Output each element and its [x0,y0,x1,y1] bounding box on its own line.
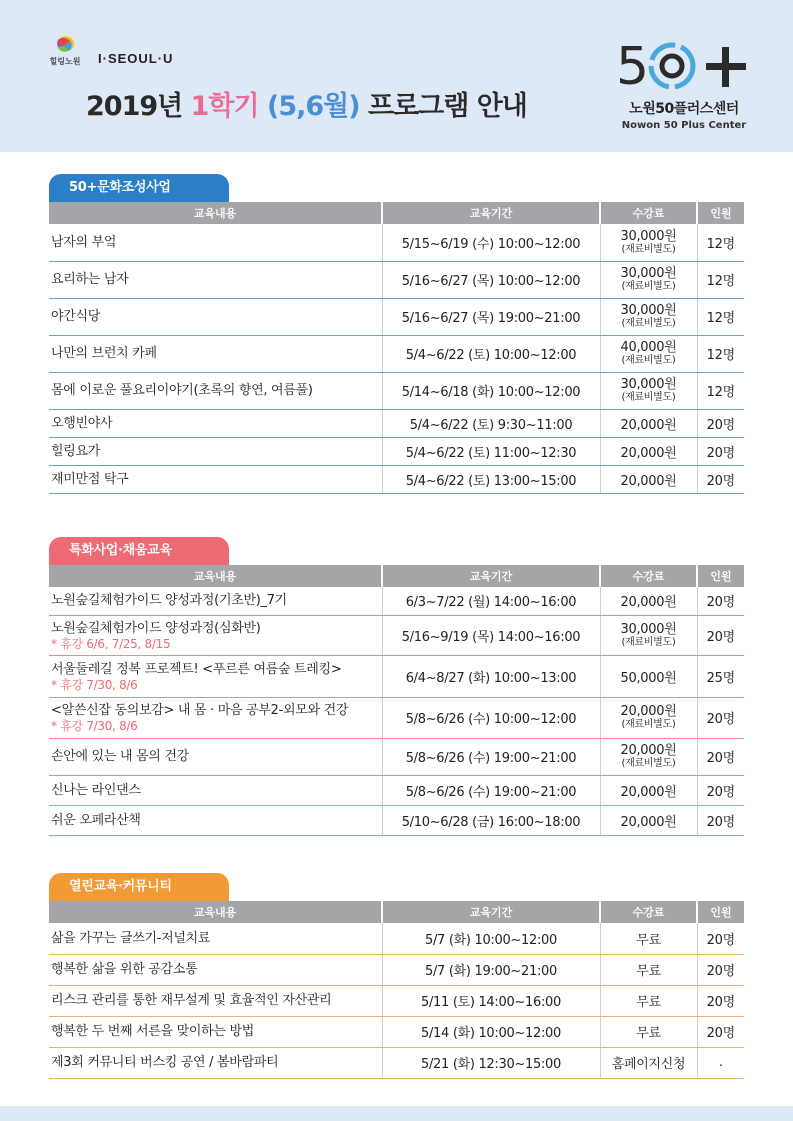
column-header: 교육기간 [382,565,600,587]
program-capacity: 25명 [697,655,744,697]
program-period: 5/4~6/22 (토) 9:30~11:00 [382,409,600,437]
program-capacity: 20명 [697,738,744,775]
program-fee: 무료 [636,964,661,979]
program-fee-cell [600,697,697,738]
program-period: 5/7 (화) 10:00~12:00 [382,923,600,954]
program-capacity: 20명 [697,985,744,1016]
program-capacity: 20명 [697,954,744,985]
program-name-cell [49,615,382,655]
column-header: 교육내용 [49,565,382,587]
program-capacity: 20명 [697,437,744,465]
program-name-cell [49,923,382,954]
program-capacity: 20명 [697,587,744,615]
program-name-cell [49,409,382,437]
program-fee: 무료 [636,932,661,948]
program-fee-cell [600,954,697,985]
program-fee-cell [600,298,697,335]
section-title: 50+문화조성사업 [49,174,229,202]
program-fee: 20,000원 [620,743,677,758]
program-name: 쉬운 오페라산책 [51,812,141,828]
holiday-note: * 휴강 6/6, 7/25, 8/15 [51,636,171,651]
table-row [49,261,744,298]
program-fee-cell [600,335,697,372]
table-row [49,738,744,775]
program-name: 오행빈야사 [51,415,113,431]
page-title [86,84,527,123]
program-name: 노원숲길체험가이드 양성과정(기초반)_7기 [51,593,287,609]
footer-band [0,1106,793,1121]
fee-note: (재료비별도) [621,243,676,255]
program-name-cell [49,985,382,1016]
table-row [49,954,744,985]
title-months: (5,6월) [258,91,360,122]
program-capacity: 20명 [697,409,744,437]
table-row [49,697,744,738]
program-name-cell [49,437,382,465]
program-period: 5/8~6/26 (수) 19:00~21:00 [382,738,600,775]
seoul-logo: I·SEOUL·U [98,51,174,66]
program-name-cell [49,372,382,409]
program-fee-cell [600,409,697,437]
program-capacity: 20명 [697,697,744,738]
program-fee: 30,000원 [620,228,677,244]
program-name: 요리하는 남자 [51,272,129,287]
column-header: 수강료 [600,565,697,587]
program-fee-cell [600,1047,697,1078]
program-name: 야간식당 [51,309,101,324]
program-fee: 홈페이지신청 [611,1057,686,1072]
center-logo-mark [614,34,754,94]
program-period: 5/7 (화) 19:00~21:00 [382,954,600,985]
program-fee-cell [600,1016,697,1047]
table-row [49,465,744,493]
program-name: 리스크 관리를 통한 재무설계 및 효율적인 자산관리 [51,993,332,1008]
program-capacity: 12명 [697,261,744,298]
program-period: 5/8~6/26 (수) 19:00~21:00 [382,775,600,805]
program-fee: 50,000원 [620,670,677,686]
program-name: 힐링요가 [51,443,101,459]
nowon-logo-text: 힐링노원 [49,57,81,66]
section-title: 특화사업·채움교육 [49,537,229,565]
program-fee: 20,000원 [620,445,677,461]
program-name-cell [49,738,382,775]
program-fee-cell [600,775,697,805]
program-fee-cell [600,261,697,298]
program-fee-cell [600,923,697,954]
center-name: 노원50플러스센터 [629,101,739,117]
title-suffix: 프로그램 안내 [359,91,527,122]
program-fee: 20,000원 [620,595,677,611]
program-name-cell [49,298,382,335]
program-capacity: 20명 [697,1016,744,1047]
program-fee-cell [600,465,697,493]
program-name-cell [49,1047,382,1078]
program-name: 나만의 브런치 카페 [51,346,157,361]
program-name-cell [49,655,382,697]
program-fee: 무료 [636,1026,661,1041]
program-period: 5/4~6/22 (토) 10:00~12:00 [382,335,600,372]
table-row [49,655,744,697]
table-header-row [49,565,744,587]
column-header: 교육기간 [382,202,600,224]
table-row [49,224,744,261]
table-row [49,335,744,372]
program-fee-cell [600,587,697,615]
table-row [49,923,744,954]
column-header: 인원 [697,202,744,224]
program-name: <알쓴신잡 동의보감> 내 몸 · 마음 공부2-외모와 건강 [51,703,349,718]
program-period: 5/14 (화) 10:00~12:00 [382,1016,600,1047]
section-1 [49,174,744,494]
program-name: 행복한 삶을 위한 공감소통 [51,962,198,977]
table-row [49,775,744,805]
program-capacity: 20명 [697,615,744,655]
program-fee: 30,000원 [620,377,677,392]
program-period: 5/8~6/26 (수) 10:00~12:00 [382,697,600,738]
program-period: 5/15~6/19 (수) 10:00~12:00 [382,224,600,261]
program-name: 제3회 커뮤니티 버스킹 공연 / 봄바람파티 [51,1055,279,1070]
program-name-cell [49,335,382,372]
program-name-cell [49,954,382,985]
program-name: 재미만점 탁구 [51,471,129,487]
program-name-cell [49,465,382,493]
program-capacity: 12명 [697,224,744,261]
program-capacity: . [697,1047,744,1078]
column-header: 교육기간 [382,901,600,923]
program-name-cell [49,587,382,615]
table-header-row [49,202,744,224]
column-header: 인원 [697,901,744,923]
program-fee-cell [600,655,697,697]
program-fee-cell [600,372,697,409]
program-period: 5/14~6/18 (화) 10:00~12:00 [382,372,600,409]
column-header: 교육내용 [49,202,382,224]
program-fee: 30,000원 [620,621,677,637]
program-period: 5/21 (화) 12:30~15:00 [382,1047,600,1078]
program-period: 5/10~6/28 (금) 16:00~18:00 [382,805,600,835]
program-period: 5/16~9/19 (목) 14:00~16:00 [382,615,600,655]
table-row [49,587,744,615]
program-period: 5/11 (토) 14:00~16:00 [382,985,600,1016]
program-name-cell [49,224,382,261]
center-logo [614,34,754,134]
program-name: 남자의 부엌 [51,234,117,250]
program-name: 행복한 두 번째 서른을 맞이하는 방법 [51,1024,255,1039]
column-header: 수강료 [600,202,697,224]
program-period: 5/16~6/27 (목) 19:00~21:00 [382,298,600,335]
program-fee-cell [600,615,697,655]
svg-text:5: 5 [616,37,650,94]
program-capacity: 12명 [697,335,744,372]
section-2 [49,537,744,836]
fee-note: (재료비별도) [621,758,676,769]
program-name: 삶을 가꾸는 글쓰기-저널치료 [51,930,211,946]
program-name: 신나는 라인댄스 [51,782,141,798]
program-capacity: 20명 [697,465,744,493]
table-header-row [49,901,744,923]
holiday-note: * 휴강 7/30, 8/6 [51,719,138,733]
holiday-note: * 휴강 7/30, 8/6 [51,677,138,692]
program-fee: 20,000원 [620,814,677,830]
program-fee: 30,000원 [620,266,677,281]
fee-note: (재료비별도) [621,719,676,730]
program-capacity: 20명 [697,923,744,954]
column-header: 교육내용 [49,901,382,923]
column-header: 수강료 [600,901,697,923]
title-term: 1학기 [190,91,259,122]
program-fee-cell [600,738,697,775]
program-period: 5/4~6/22 (토) 13:00~15:00 [382,465,600,493]
program-table [49,565,744,836]
table-row [49,805,744,835]
program-table [49,202,744,494]
program-name: 서울둘레길 정복 프로젝트! <푸르른 여름숲 트레킹> [51,661,342,677]
program-fee: 20,000원 [620,784,677,800]
program-capacity: 20명 [697,775,744,805]
nowon-logo [48,34,82,70]
program-fee: 40,000원 [620,340,677,355]
program-period: 6/4~8/27 (화) 10:00~13:00 [382,655,600,697]
fee-note: (재료비별도) [621,392,676,403]
program-capacity: 12명 [697,298,744,335]
table-row [49,1016,744,1047]
program-name: 몸에 이로운 풀요리이야기(초록의 향연, 여름풀) [51,383,313,398]
program-name-cell [49,805,382,835]
program-capacity: 12명 [697,372,744,409]
nowon-logo-icon [52,34,78,56]
section-3 [49,873,744,1079]
table-row [49,437,744,465]
table-row [49,409,744,437]
center-name-en: Nowon 50 Plus Center [621,120,747,131]
program-name-cell [49,261,382,298]
program-name: 손안에 있는 내 몸의 건강 [51,749,189,764]
program-fee: 20,000원 [620,417,677,433]
program-fee: 20,000원 [620,704,677,719]
program-name-cell [49,697,382,738]
table-row [49,298,744,335]
program-name-cell [49,775,382,805]
program-fee-cell [600,437,697,465]
program-name-cell [49,1016,382,1047]
title-year: 2019년 [86,91,191,122]
program-fee: 무료 [636,995,661,1010]
program-table [49,901,744,1079]
program-fee-cell [600,985,697,1016]
program-period: 5/16~6/27 (목) 10:00~12:00 [382,261,600,298]
program-period: 5/4~6/22 (토) 11:00~12:30 [382,437,600,465]
program-capacity: 20명 [697,805,744,835]
table-row [49,1047,744,1078]
program-fee-cell [600,805,697,835]
table-row [49,985,744,1016]
table-row [49,615,744,655]
program-name: 노원숲길체험가이드 양성과정(심화반) [51,620,261,636]
fee-note: (재료비별도) [621,355,676,366]
program-fee-cell [600,224,697,261]
program-fee: 30,000원 [620,303,677,318]
program-period: 6/3~7/22 (월) 14:00~16:00 [382,587,600,615]
column-header: 인원 [697,565,744,587]
section-title: 열린교육·커뮤니티 [49,873,229,901]
fee-note: (재료비별도) [621,281,676,292]
fee-note: (재료비별도) [621,636,676,648]
program-fee: 20,000원 [620,473,677,489]
fee-note: (재료비별도) [621,318,676,329]
table-row [49,372,744,409]
